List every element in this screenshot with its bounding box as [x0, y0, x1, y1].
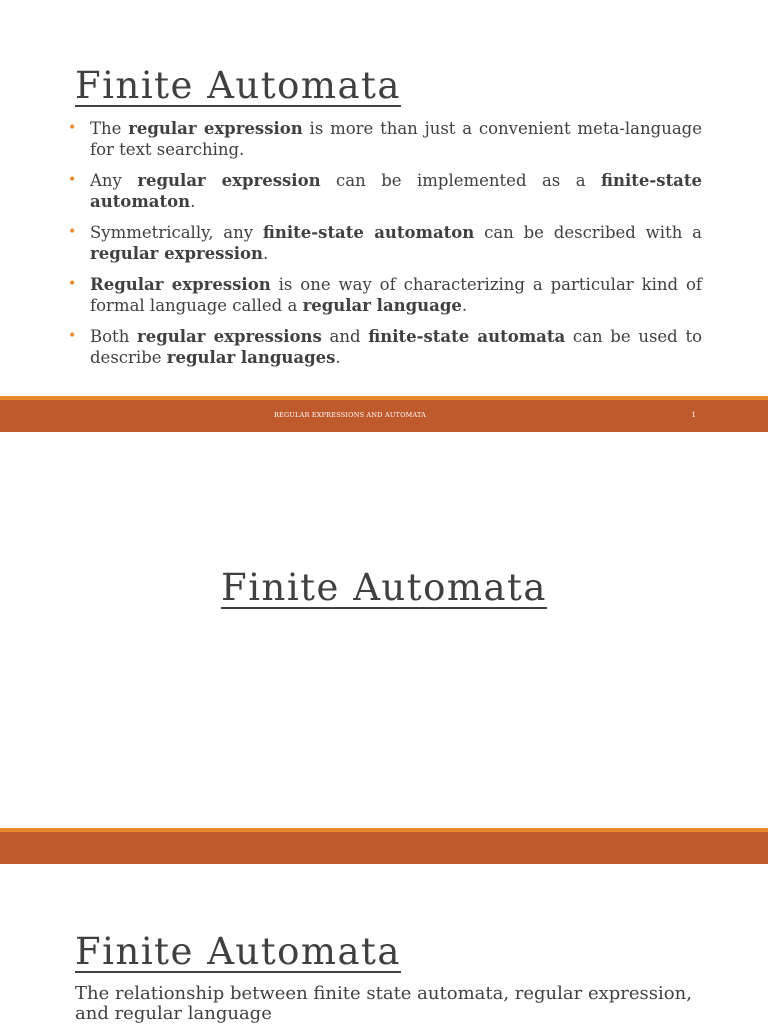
- slide-3: [0, 864, 768, 1024]
- bullet-text: is more than just a convenient meta-language for text searching.: [90, 119, 702, 159]
- bold-term: finite-state automaton: [90, 171, 702, 211]
- bold-term: regular expressions: [137, 327, 322, 346]
- bullet-text: Both: [90, 327, 138, 346]
- slide-1: [0, 0, 768, 432]
- bold-term: regular expression: [90, 244, 264, 263]
- bullet-text: and: [321, 327, 369, 346]
- bullet-text: can be used to describe: [90, 327, 703, 367]
- bullet-list: [90, 118, 702, 378]
- bullet-item: [90, 222, 702, 264]
- bullet-item: [90, 326, 702, 368]
- bullet-text: can be described with a: [474, 223, 702, 242]
- slide-2: [0, 432, 768, 864]
- bold-term: regular languages: [166, 348, 336, 367]
- bullet-text: is one way of characterizing a particular kind of formal language called a: [90, 275, 702, 315]
- bullet-text: .: [190, 192, 196, 211]
- footer-text: REGULAR EXPRESSIONS AND AUTOMATA: [273, 411, 427, 419]
- bold-term: finite-state automaton: [262, 223, 475, 242]
- bullet-text: Symmetrically, any: [90, 223, 263, 242]
- bullet-text: .: [263, 244, 269, 263]
- bullet-text: Any: [90, 171, 138, 190]
- footer-band: [0, 400, 768, 432]
- bullet-text: .: [335, 348, 341, 367]
- footer-band: [0, 832, 768, 864]
- bullet-item: [90, 274, 702, 316]
- bold-term: regular expression: [128, 119, 303, 138]
- slide-body-text: The relationship between finite state automata, regular expression, and regular language: [75, 983, 692, 1024]
- bullet-item: [90, 118, 702, 160]
- section-title: Finite Automata: [221, 566, 547, 609]
- bullet-text: .: [461, 296, 468, 315]
- slide-title: Finite Automata: [75, 930, 401, 973]
- bold-term: finite-state automata: [368, 327, 566, 346]
- bullet-item: [90, 170, 702, 212]
- slide-title: Finite Automata: [75, 64, 401, 107]
- bullet-text: The: [90, 119, 129, 138]
- page-number: 1: [691, 411, 696, 419]
- bullet-text: can be implemented as a: [320, 171, 602, 190]
- bold-term: regular expression: [137, 171, 321, 190]
- bold-term: regular language: [302, 296, 462, 315]
- bold-term: Regular expression: [90, 275, 271, 294]
